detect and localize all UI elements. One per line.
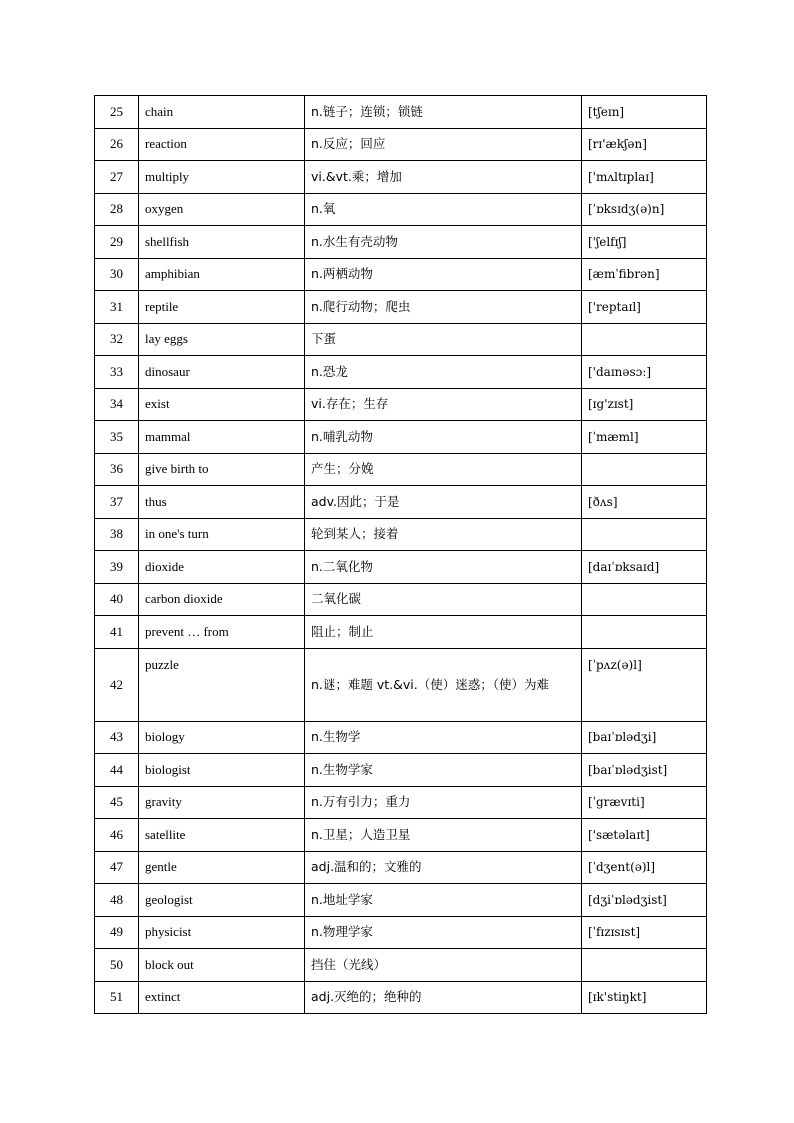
phonetic-cell: [ˈɒksɪdʒ(ə)n] [582,193,707,226]
word-cell: lay eggs [139,323,305,356]
phonetic-cell: ['reptaɪl] [582,291,707,324]
row-number-cell: 29 [95,226,139,259]
word-cell: satellite [139,819,305,852]
row-number-cell: 39 [95,551,139,584]
meaning-cell: adj.温和的；文雅的 [305,851,582,884]
word-cell: biology [139,721,305,754]
word-cell: carbon dioxide [139,583,305,616]
meaning-cell: n.两栖动物 [305,258,582,291]
table-row [95,453,707,486]
table-row [95,551,707,584]
row-number-cell: 42 [95,648,139,721]
phonetic-cell: [baɪˈɒlədʒist] [582,754,707,787]
table-row [95,754,707,787]
vocabulary-table-body [95,96,707,1014]
row-number-cell: 38 [95,518,139,551]
table-row [95,128,707,161]
table-row [95,388,707,421]
row-number-cell: 44 [95,754,139,787]
word-cell: physicist [139,916,305,949]
table-row [95,981,707,1014]
table-row [95,258,707,291]
word-cell: in one's turn [139,518,305,551]
table-row [95,786,707,819]
row-number-cell: 30 [95,258,139,291]
row-number-cell: 26 [95,128,139,161]
row-number-cell: 25 [95,96,139,129]
row-number-cell: 46 [95,819,139,852]
phonetic-cell: ['daɪnəsɔː] [582,356,707,389]
word-cell: reaction [139,128,305,161]
phonetic-cell [582,323,707,356]
meaning-cell: n.生物学家 [305,754,582,787]
meaning-cell: n.反应；回应 [305,128,582,161]
word-cell: give birth to [139,453,305,486]
table-row [95,721,707,754]
table-row [95,291,707,324]
table-row [95,916,707,949]
word-cell: mammal [139,421,305,454]
row-number-cell: 50 [95,949,139,982]
table-row [95,949,707,982]
meaning-cell: 轮到某人；接着 [305,518,582,551]
meaning-cell: 阻止；制止 [305,616,582,649]
phonetic-cell: [rɪ'ækʃən] [582,128,707,161]
table-row [95,583,707,616]
vocabulary-table [94,95,707,1014]
meaning-cell: n.卫星；人造卫星 [305,819,582,852]
phonetic-cell: [ˈgrævɪti] [582,786,707,819]
table-row [95,851,707,884]
phonetic-cell: [dʒiˈɒlədʒist] [582,884,707,917]
meaning-cell: n.二氧化物 [305,551,582,584]
word-cell: amphibian [139,258,305,291]
meaning-cell: n.爬行动物；爬虫 [305,291,582,324]
phonetic-cell: [ˈmæml] [582,421,707,454]
word-cell: chain [139,96,305,129]
phonetic-cell [582,583,707,616]
meaning-cell: vi.&vt.乘；增加 [305,161,582,194]
word-cell: gravity [139,786,305,819]
word-cell: thus [139,486,305,519]
meaning-cell: 挡住（光线） [305,949,582,982]
meaning-cell: n.万有引力；重力 [305,786,582,819]
meaning-cell: n.地址学家 [305,884,582,917]
meaning-cell: n.谜；难题 vt.&vi.（使）迷惑；（使）为难 [305,648,582,721]
row-number-cell: 49 [95,916,139,949]
meaning-cell: n.氧 [305,193,582,226]
meaning-cell: n.链子；连锁；锁链 [305,96,582,129]
phonetic-cell: ['ʃelfɪʃ] [582,226,707,259]
row-number-cell: 36 [95,453,139,486]
table-row [95,819,707,852]
meaning-cell: 二氧化碳 [305,583,582,616]
word-cell: dinosaur [139,356,305,389]
meaning-cell: adv.因此；于是 [305,486,582,519]
meaning-cell: n.恐龙 [305,356,582,389]
row-number-cell: 41 [95,616,139,649]
phonetic-cell: [æmˈfibrən] [582,258,707,291]
phonetic-cell: ['sætəlaɪt] [582,819,707,852]
meaning-cell: n.哺乳动物 [305,421,582,454]
phonetic-cell: [ðʌs] [582,486,707,519]
phonetic-cell: ['mʌltɪplaɪ] [582,161,707,194]
table-row [95,323,707,356]
row-number-cell: 45 [95,786,139,819]
meaning-cell: adj.灭绝的；绝种的 [305,981,582,1014]
table-row [95,486,707,519]
word-cell: reptile [139,291,305,324]
word-cell: block out [139,949,305,982]
phonetic-cell: [ˈdʒent(ə)l] [582,851,707,884]
table-row [95,96,707,129]
phonetic-cell: [ˈfɪzɪsɪst] [582,916,707,949]
table-row [95,884,707,917]
row-number-cell: 37 [95,486,139,519]
table-row [95,616,707,649]
phonetic-cell [582,949,707,982]
phonetic-cell: [tʃeɪn] [582,96,707,129]
row-number-cell: 32 [95,323,139,356]
phonetic-cell: [ɪg'zɪst] [582,388,707,421]
table-row [95,161,707,194]
word-cell: gentle [139,851,305,884]
word-cell: exist [139,388,305,421]
row-number-cell: 34 [95,388,139,421]
table-row [95,193,707,226]
word-cell: prevent … from [139,616,305,649]
phonetic-cell: [ˈpʌz(ə)l] [582,648,707,721]
row-number-cell: 40 [95,583,139,616]
word-cell: shellfish [139,226,305,259]
table-row [95,356,707,389]
phonetic-cell [582,453,707,486]
table-row [95,421,707,454]
row-number-cell: 28 [95,193,139,226]
row-number-cell: 27 [95,161,139,194]
word-cell: extinct [139,981,305,1014]
meaning-cell: n.生物学 [305,721,582,754]
row-number-cell: 31 [95,291,139,324]
phonetic-cell [582,518,707,551]
word-cell: dioxide [139,551,305,584]
phonetic-cell: [baɪˈɒlədʒi] [582,721,707,754]
meaning-cell: vi.存在；生存 [305,388,582,421]
row-number-cell: 35 [95,421,139,454]
phonetic-cell [582,616,707,649]
row-number-cell: 48 [95,884,139,917]
word-cell: geologist [139,884,305,917]
word-cell: oxygen [139,193,305,226]
word-cell: biologist [139,754,305,787]
meaning-cell: 下蛋 [305,323,582,356]
phonetic-cell: [ɪk'stiŋkt] [582,981,707,1014]
row-number-cell: 43 [95,721,139,754]
table-row [95,226,707,259]
word-cell: puzzle [139,648,305,721]
phonetic-cell: [daɪˈɒksaɪd] [582,551,707,584]
meaning-cell: n.水生有壳动物 [305,226,582,259]
meaning-cell: 产生；分娩 [305,453,582,486]
meaning-cell: n.物理学家 [305,916,582,949]
row-number-cell: 51 [95,981,139,1014]
row-number-cell: 47 [95,851,139,884]
table-row [95,648,707,721]
word-cell: multiply [139,161,305,194]
table-row [95,518,707,551]
row-number-cell: 33 [95,356,139,389]
